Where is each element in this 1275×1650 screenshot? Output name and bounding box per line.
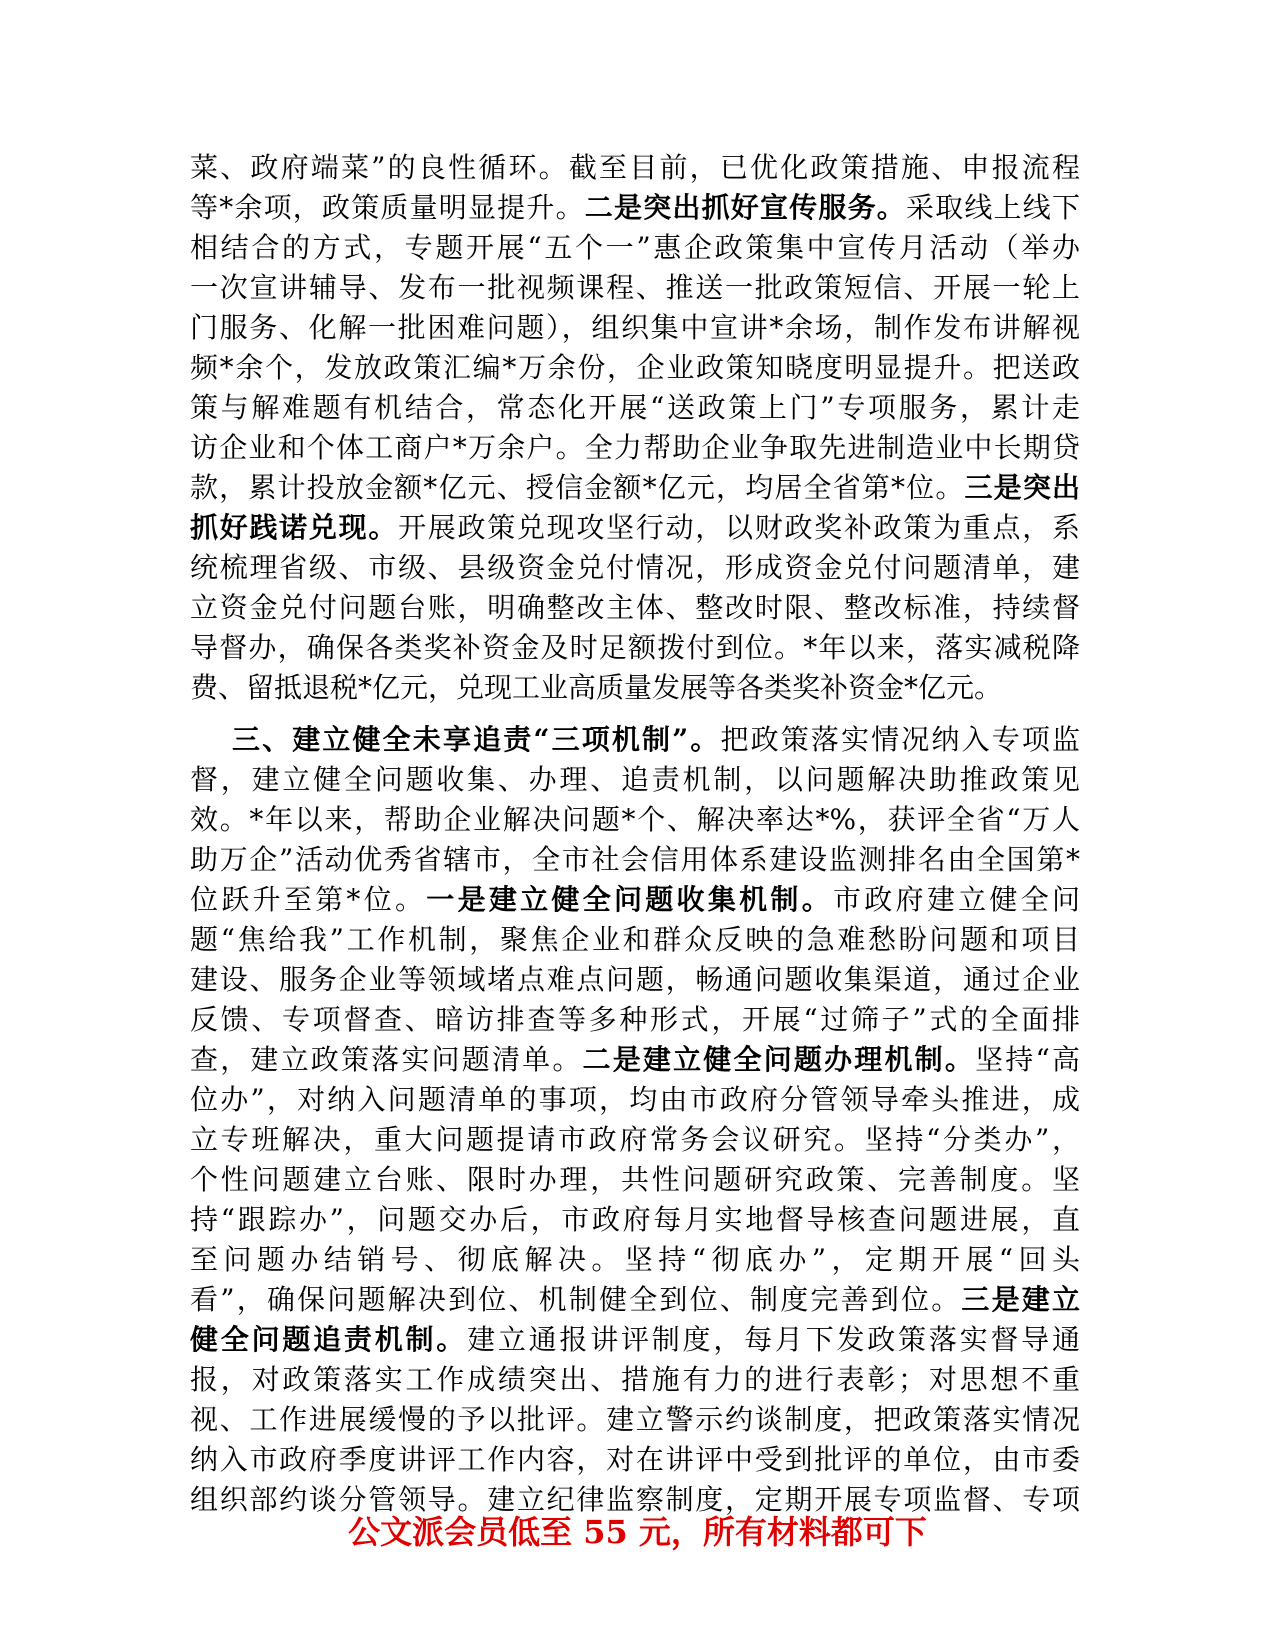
bold-heading-text: 健全问题追责机制。 [190, 1323, 468, 1356]
text-line [190, 508, 1080, 548]
body-text: 款，累计投放金额*亿元、授信金额*亿元，均居全省第*位。 [190, 471, 965, 504]
text-line [190, 468, 1080, 508]
body-text: 报，对政策落实工作成绩突出、措施有力的进行表彰；对思想不重 [190, 1363, 1080, 1396]
body-text: 持“跟踪办”，问题交办后，市政府每月实地督导核查问题进展，直 [190, 1203, 1080, 1236]
text-line [190, 588, 1080, 628]
bold-heading-text: 三、建立健全未享追责“三项机制”。 [232, 723, 721, 756]
text-line [190, 228, 1080, 268]
body-text: 访企业和个体工商户*万余户。全力帮助企业争取先进制造业中长期贷 [190, 431, 1080, 464]
text-line [190, 1240, 1080, 1280]
text-line [190, 428, 1080, 468]
body-text: 门服务、化解一批困难问题），组织集中宣讲*余场，制作发布讲解视 [190, 311, 1080, 344]
body-text: 等*余项，政策质量明显提升。 [190, 191, 585, 224]
body-text: 督，建立健全问题收集、办理、追责机制，以问题解决助推政策见 [190, 763, 1080, 796]
body-text: 立资金兑付问题台账，明确整改主体、整改时限、整改标准，持续督 [190, 591, 1080, 624]
text-line [190, 188, 1080, 228]
text-line [190, 1000, 1080, 1040]
body-text: 策与解难题有机结合，常态化开展“送政策上门”专项服务，累计走 [190, 391, 1080, 424]
text-line [190, 1440, 1080, 1480]
bold-heading-text: 三是建立 [961, 1283, 1080, 1316]
body-text: 助万企”活动优秀省辖市，全市社会信用体系建设监测排名由全国第* [190, 843, 1080, 876]
bold-heading-text: 一是建立健全问题收集机制。 [426, 883, 833, 916]
body-text: 费、留抵退税*亿元，兑现工业高质量发展等各类奖补资金*亿元。 [190, 671, 1003, 704]
body-text: 统梳理省级、市级、县级资金兑付情况，形成资金兑付问题清单，建 [190, 551, 1080, 584]
body-text: 位办”，对纳入问题清单的事项，均由市政府分管领导牵头推进，成 [190, 1083, 1080, 1116]
body-text: 开展政策兑现攻坚行动，以财政奖补政策为重点，系 [398, 511, 1080, 544]
text-line [190, 960, 1080, 1000]
text-line [190, 720, 1080, 760]
body-text: 导督办，确保各类奖补资金及时足额拨付到位。*年以来，落实减税降 [190, 631, 1080, 664]
body-text: 建设、服务企业等领域堵点难点问题，畅通问题收集渠道，通过企业 [190, 963, 1080, 996]
text-line [190, 840, 1080, 880]
footer-promo-banner: 公文派会员低至 55 元，所有材料都可下 [348, 1513, 927, 1551]
body-text: 题“焦给我”工作机制，聚焦企业和群众反映的急难愁盼问题和项目 [190, 923, 1080, 956]
text-line [190, 668, 1080, 708]
text-line [190, 148, 1080, 188]
text-line [190, 880, 1080, 920]
body-text: 把政策落实情况纳入专项监 [720, 723, 1080, 756]
body-text: 效。*年以来，帮助企业解决问题*个、解决率达*%，获评全省“万人 [190, 803, 1080, 836]
body-text: 采取线上线下 [905, 191, 1080, 224]
text-line [190, 1080, 1080, 1120]
body-text: 菜、政府端菜”的良性循环。截至目前，已优化政策措施、申报流程 [190, 151, 1080, 184]
text-line [190, 308, 1080, 348]
body-text: 相结合的方式，专题开展“五个一”惠企政策集中宣传月活动（举办 [190, 231, 1080, 264]
body-text: 立专班解决，重大问题提请市政府常务会议研究。坚持“分类办”， [190, 1123, 1080, 1156]
body-text: 至问题办结销号、彻底解决。坚持“彻底办”，定期开展“回头 [190, 1243, 1080, 1276]
text-line [190, 800, 1080, 840]
text-line [190, 1360, 1080, 1400]
bold-heading-text: 二是突出抓好宣传服务。 [584, 191, 906, 224]
paragraph-three-mechanisms [190, 720, 1080, 1520]
text-line [190, 1200, 1080, 1240]
body-text: 坚持“高 [975, 1043, 1080, 1076]
text-line [190, 348, 1080, 388]
body-text: 反馈、专项督查、暗访排查等多种形式，开展“过筛子”式的全面排 [190, 1003, 1080, 1036]
body-text: 一次宣讲辅导、发布一批视频课程、推送一批政策短信、开展一轮上 [190, 271, 1080, 304]
text-line [190, 268, 1080, 308]
text-line [190, 920, 1080, 960]
text-line [190, 1040, 1080, 1080]
text-line [190, 628, 1080, 668]
body-text: 个性问题建立台账、限时办理，共性问题研究政策、完善制度。坚 [190, 1163, 1080, 1196]
body-text: 视、工作进展缓慢的予以批评。建立警示约谈制度，把政策落实情况 [190, 1403, 1080, 1436]
body-text: 建立通报讲评制度，每月下发政策落实督导通 [467, 1323, 1080, 1356]
text-line [190, 1280, 1080, 1320]
body-text: 位跃升至第*位。 [190, 883, 427, 916]
text-line [190, 760, 1080, 800]
body-text: 频*余个，发放政策汇编*万余份，企业政策知晓度明显提升。把送政 [190, 351, 1080, 384]
bold-heading-text: 二是建立健全问题办理机制。 [582, 1043, 976, 1076]
body-text: 查，建立政策落实问题清单。 [190, 1043, 583, 1076]
text-line [190, 1160, 1080, 1200]
body-text: 看”，确保问题解决到位、机制健全到位、制度完善到位。 [190, 1283, 962, 1316]
body-text: 纳入市政府季度讲评工作内容，对在讲评中受到批评的单位，由市委 [190, 1443, 1080, 1476]
bold-heading-text: 三是突出 [964, 471, 1080, 504]
paragraph-policy-service [190, 148, 1080, 708]
text-line [190, 1320, 1080, 1360]
text-line [190, 1400, 1080, 1440]
body-text: 市政府建立健全问 [832, 883, 1080, 916]
bold-heading-text: 抓好践诺兑现。 [190, 511, 399, 544]
body-text: 组织部约谈分管领导。建立纪律监察制度，定期开展专项监督、专项 [190, 1483, 1080, 1516]
text-line [190, 548, 1080, 588]
text-line [190, 388, 1080, 428]
text-line [190, 1120, 1080, 1160]
